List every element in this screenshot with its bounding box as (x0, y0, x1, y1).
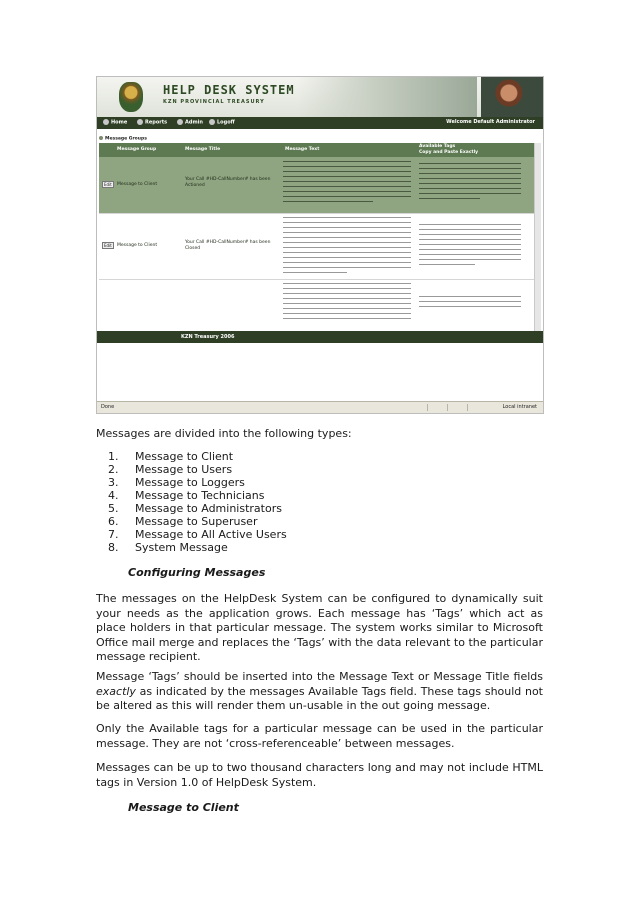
banner-artwork (297, 77, 477, 117)
status-divider (467, 404, 468, 411)
list-item: 5. Message to Administrators (108, 502, 282, 515)
row-title: Your Call #HD-CallNumber# has been Closed (185, 240, 271, 251)
heading-configuring-messages: Configuring Messages (128, 566, 266, 579)
section-title: Message Groups (99, 136, 147, 142)
message-text-lines (283, 161, 411, 206)
crest-logo-icon (119, 82, 143, 112)
intro-text: Messages are divided into the following types: (96, 427, 352, 440)
grid-header (99, 143, 535, 157)
message-types-list (108, 450, 287, 554)
nav-admin[interactable]: Admin (177, 119, 203, 126)
reports-icon (137, 119, 143, 125)
nav-logoff[interactable]: Logoff (209, 119, 235, 126)
nav-home[interactable]: Home (103, 119, 127, 126)
app-footer (97, 331, 543, 343)
list-item: 6. Message to Superuser (108, 515, 258, 528)
brand-subtitle: KZN PROVINCIAL TREASURY (163, 99, 265, 105)
brand-title: HELP DESK SYSTEM (163, 83, 295, 97)
paragraph-available-tags: Only the Available tags for a particular message can be used in the particular message. They are not ‘cross-referenceable’ between messages. (96, 722, 543, 750)
available-tags-lines (419, 163, 521, 203)
edit-button[interactable]: Edit (104, 243, 112, 248)
status-divider (447, 404, 448, 411)
vertical-scrollbar[interactable] (534, 143, 541, 331)
message-groups-panel (97, 129, 543, 331)
col-message-group: Message Group (117, 147, 157, 152)
list-item: 3. Message to Loggers (108, 476, 245, 489)
list-item: 1. Message to Client (108, 450, 234, 463)
table-row[interactable] (99, 279, 535, 332)
paragraph-length: Messages can be up to two thousand characters long and may not include HTML tags in Version 1.0 of HelpDesk System. (96, 761, 543, 789)
status-divider (427, 404, 428, 411)
message-text-lines (283, 283, 411, 323)
message-text-lines (283, 217, 411, 277)
nav-bar (97, 117, 543, 129)
section-bullet-icon (99, 136, 103, 140)
app-banner (97, 77, 543, 117)
logoff-icon (209, 119, 215, 125)
edit-button[interactable]: Edit (104, 182, 112, 187)
table-row[interactable] (99, 213, 535, 280)
col-message-title: Message Title (185, 147, 221, 152)
home-icon (103, 119, 109, 125)
col-message-text: Message Text (285, 147, 320, 152)
table-row[interactable] (99, 157, 535, 213)
paragraph-tags: Message ‘Tags’ should be inserted into the Message Text or Message Title fields exactly as indicated by the messages Available Tags field. These tags should not be altered as this will render them un-usable in the out going message. (96, 670, 543, 712)
blank-area (97, 343, 543, 401)
available-tags-lines (419, 224, 521, 269)
footer-text: KZN Treasury 2006 (181, 334, 235, 340)
row-title: Your Call #HD-CallNumber# has been Actioned (185, 177, 271, 188)
list-item: 4. Message to Technicians (108, 489, 265, 502)
list-item: 7. Message to All Active Users (108, 528, 287, 541)
admin-icon (177, 119, 183, 125)
status-zone: Local intranet (502, 404, 537, 410)
row-group: Message to Client (117, 182, 158, 187)
row-group: Message to Client (117, 243, 158, 248)
browser-status-bar (97, 401, 543, 413)
status-done: Done (101, 404, 115, 410)
col-copy-paste: Copy and Paste Exactly (419, 150, 479, 155)
support-agent-photo (481, 77, 543, 117)
welcome-text: Welcome Default Administrator (446, 119, 535, 125)
helpdesk-screenshot (96, 76, 544, 414)
available-tags-lines (419, 296, 521, 311)
list-item: 8. System Message (108, 541, 228, 554)
list-item: 2. Message to Users (108, 463, 233, 476)
paragraph-configuration: The messages on the HelpDesk System can be configured to dynamically suit your needs as the application grows. Each message has ‘Tags’ which act as place holders in that particular message. The system works similar to Microsoft Office mail merge and replaces the ‘Tags’ with the data relevant to the particular message recipient. (96, 592, 543, 663)
nav-reports[interactable]: Reports (137, 119, 167, 126)
heading-message-to-client: Message to Client (128, 801, 239, 814)
col-available-tags: Available Tags (419, 144, 456, 149)
